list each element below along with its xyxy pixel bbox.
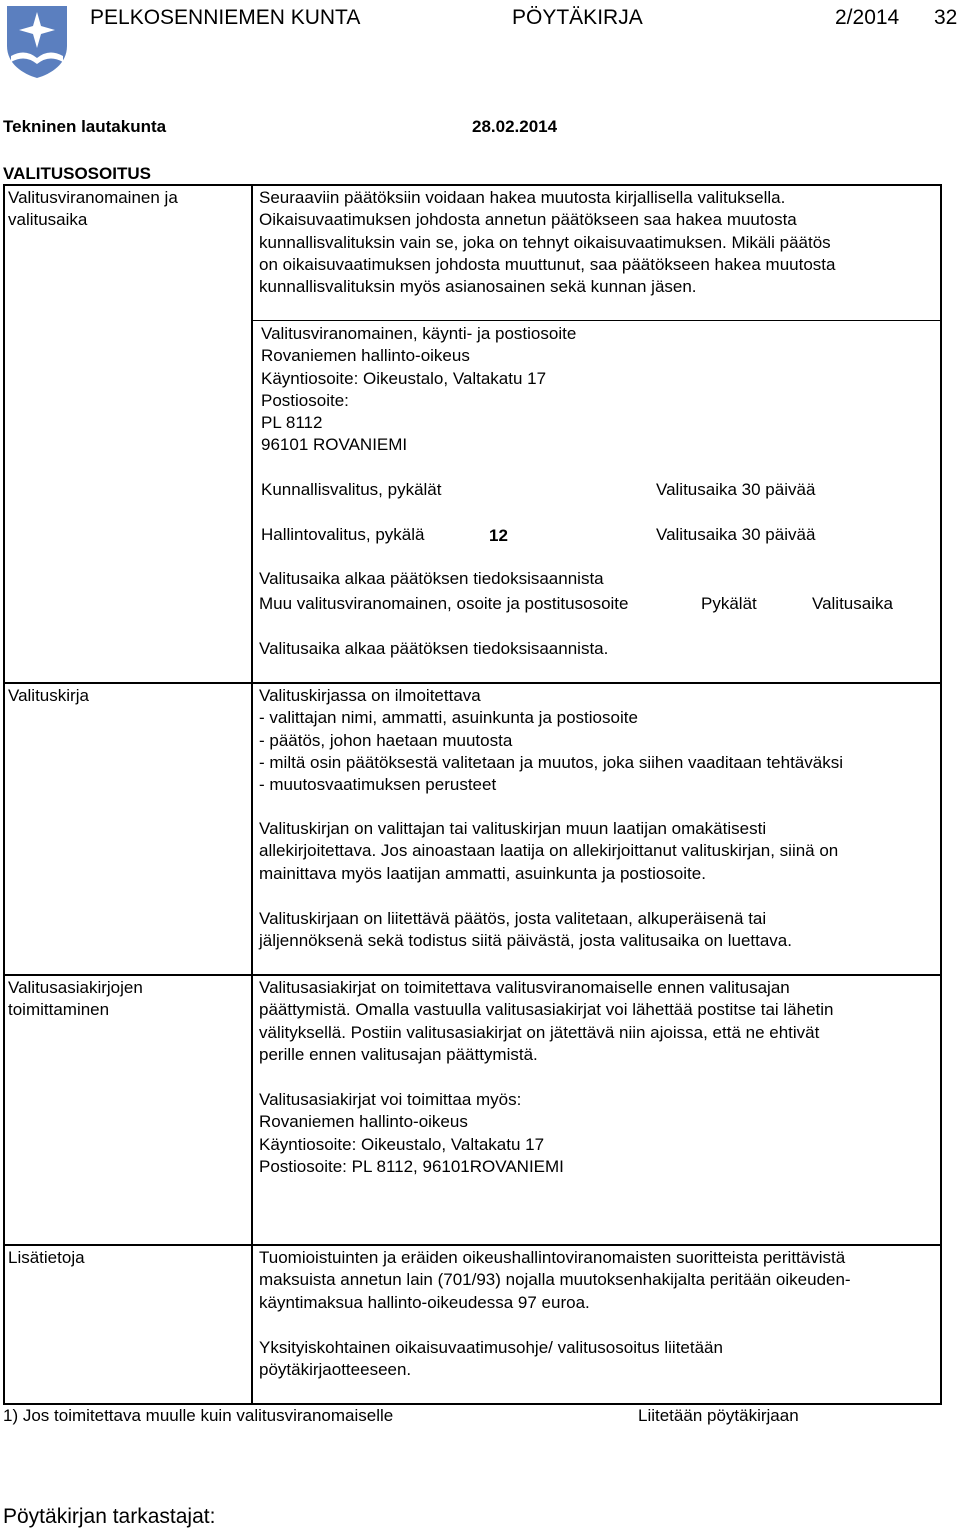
meeting-body: Tekninen lautakunta (3, 117, 167, 136)
table-left-border (3, 184, 5, 1405)
org-name: PELKOSENNIEMEN KUNTA (90, 6, 361, 29)
document-type: PÖYTÄKIRJA (512, 6, 643, 29)
table-top-border (3, 184, 942, 186)
appeal-start-note: Valitusaika alkaa päätöksen tiedoksisaannista (259, 569, 604, 588)
appeal-signature: Valituskirjan on valittajan tai valituskirjan muun laatijan omakätisesti allekirjoitettava. Jos ainoastaan laatija on allekirjoittanut valituskirjan, siinä on mainittava myös laatijan ammatti, asuinkunta ja postiosoite. (259, 819, 839, 883)
municipal-appeal-label: Kunnallisvalitus, pykälät (261, 480, 442, 499)
row-label-appeal: Valituskirja (8, 686, 89, 705)
footnote: 1) Jos toimitettava muulle kuin valitusviranomaiselle (3, 1406, 394, 1425)
inspectors-label: Pöytäkirjan tarkastajat: (3, 1505, 216, 1528)
info-attachment: Yksityiskohtainen oikaisuvaatimusohje/ valitusosoitus liitetään pöytäkirjaotteeseen. (259, 1338, 723, 1380)
row-label-info: Lisätietoja (8, 1248, 85, 1267)
row-label-delivery: Valitusasiakirjojen toimittaminen (8, 978, 143, 1020)
appeal-attachments: Valituskirjaan on liitettävä päätös, josta valitetaan, alkuperäisenä tai jäljennöksenä sekä todistus siitä päivästä, josta valitusaika on luettava. (259, 909, 792, 951)
delivery-address: Valitusasiakirjat voi toimittaa myös: Rovaniemen hallinto-oikeus Käyntiosoite: Oikeustalo, Valtakatu 17 Postiosoite: PL 8112, 96101ROVANIEMI (259, 1090, 564, 1176)
table-column-divider (251, 184, 253, 1405)
section-title: VALITUSOSOITUS (3, 164, 151, 183)
table-right-border (940, 184, 942, 1405)
row-divider (3, 682, 942, 684)
inner-divider (253, 320, 942, 321)
attached-note: Liitetään pöytäkirjaan (638, 1406, 799, 1425)
appeal-start-note-2: Valitusaika alkaa päätöksen tiedoksisaannista. (259, 639, 609, 658)
authority-intro: Seuraaviin päätöksiin voidaan hakea muutosta kirjallisella valituksella. Oikaisuvaatimuksen johdosta annetun päätökseen saa hakea muutosta kunnallisvalituksin vain se, joka on tehnyt oikaisuvaatimuksen. Mikäli päätös on oikaisuvaatimuksen johdosta muuttunut, saa päätökseen hakea muutosta kunnallisvalituksin myös asianosainen sekä kunnan jäsen. (259, 188, 836, 297)
other-sections-header: Pykälät (701, 594, 757, 613)
row-divider (3, 1244, 942, 1246)
meeting-date: 28.02.2014 (472, 117, 558, 136)
other-authority-header: Muu valitusviranomainen, osoite ja postitusosoite (259, 594, 629, 613)
page-number: 32 (934, 6, 958, 29)
delivery-instructions: Valitusasiakirjat on toimitettava valitusviranomaiselle ennen valitusajan päättymistä. Omalla vastuulla valitusasiakirjat voi lähettää postitse tai lähetin välityksellä. Postiin valitusasiakirjat on jätettävä niin ajoissa, että ne ehtivät perille ennen valitusajan päättymistä. (259, 978, 834, 1064)
row-label-authority: Valitusviranomainen ja valitusaika (8, 188, 178, 230)
admin-appeal-period: Valitusaika 30 päivää (656, 525, 816, 544)
coat-of-arms-icon (5, 4, 69, 80)
authority-address: Valitusviranomainen, käynti- ja postiosoite Rovaniemen hallinto-oikeus Käyntiosoite: Oikeustalo, Valtakatu 17 Postiosoite: PL 8112 96101 ROVANIEMI (261, 324, 577, 455)
other-period-header: Valitusaika (812, 594, 893, 613)
document-number: 2/2014 (835, 6, 900, 29)
row-divider (3, 974, 942, 976)
admin-appeal-label: Hallintovalitus, pykälä (261, 525, 425, 544)
info-fees: Tuomioistuinten ja eräiden oikeushallintoviranomaisten suoritteista perittävistä maksuista annetun lain (701/93) nojalla muutoksenhakijalta peritään oikeuden- käyntimaksua hallinto-oikeudessa 97 euroa. (259, 1248, 851, 1312)
appeal-requirements: Valituskirjassa on ilmoitettava - valittajan nimi, ammatti, asuinkunta ja postiosoite - päätös, johon haetaan muutosta - miltä osin päätöksestä valitetaan ja muutos, joka siihen vaaditaan tehtäväksi - muutosvaatimuksen perusteet (259, 686, 843, 795)
admin-appeal-section: 12 (489, 526, 508, 545)
municipal-appeal-period: Valitusaika 30 päivää (656, 480, 816, 499)
